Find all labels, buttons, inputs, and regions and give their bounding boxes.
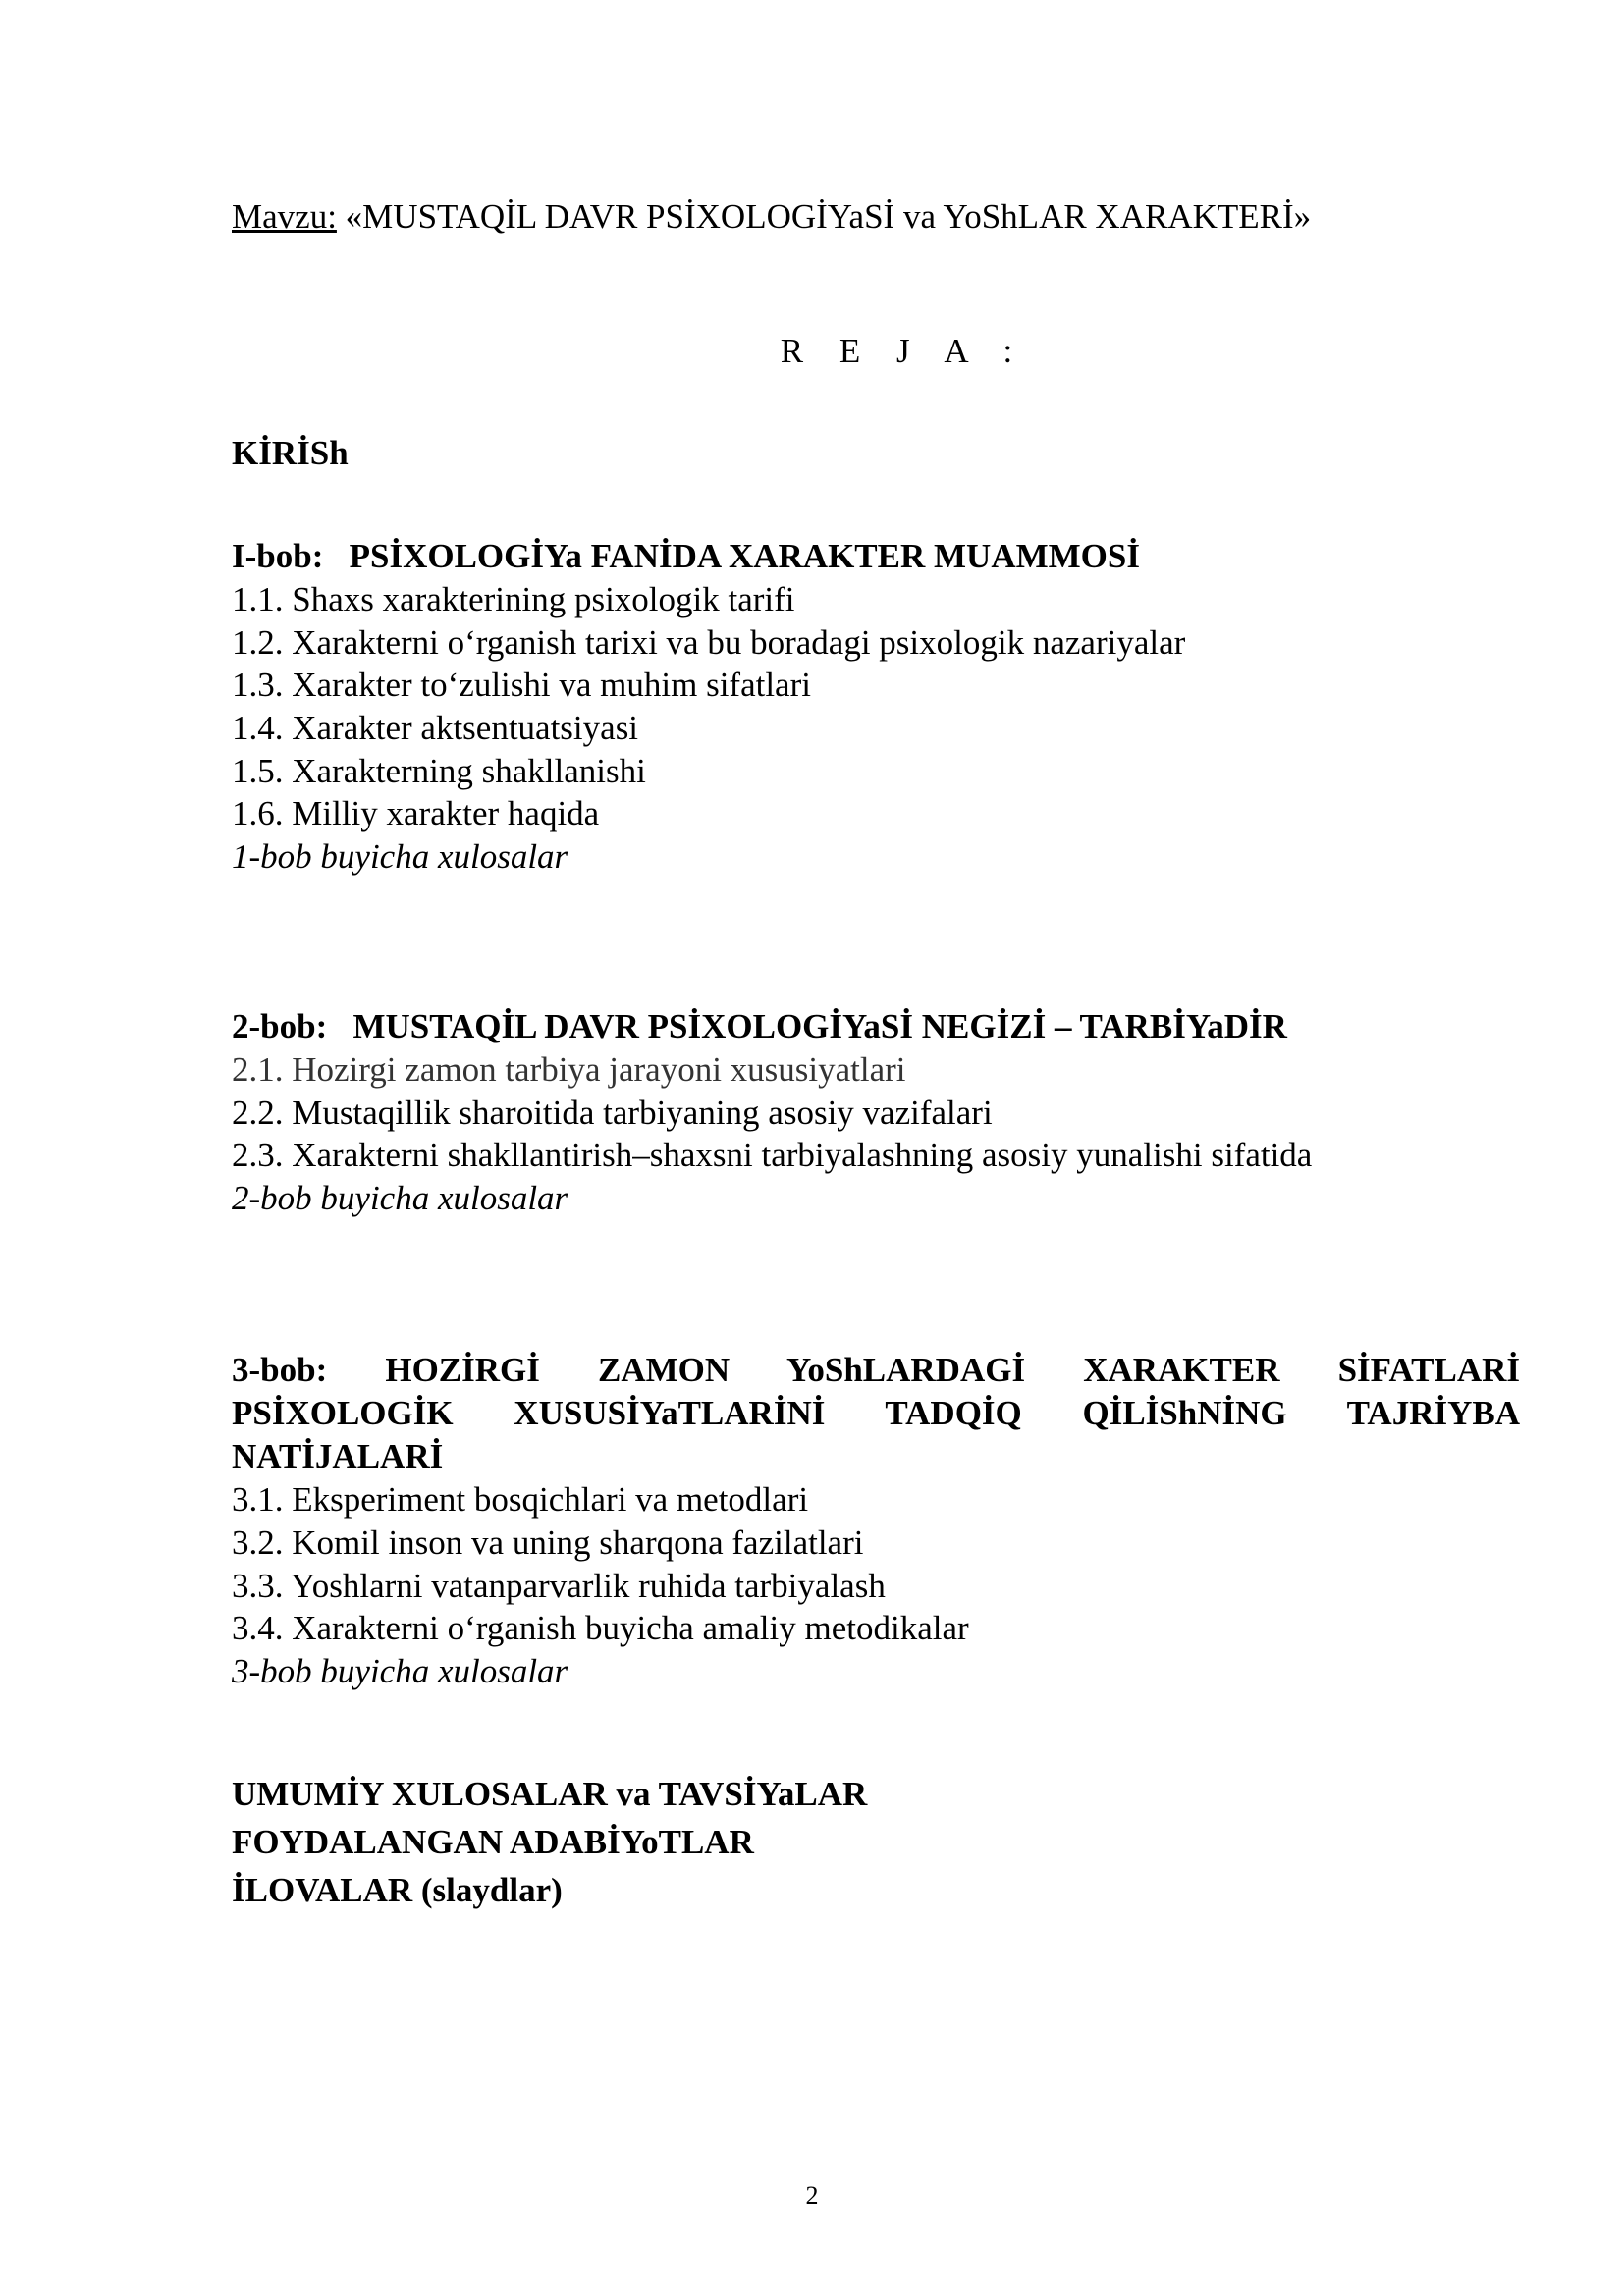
chapter2-item: 2.3. Xarakterni shakllantirish–shaxsni tarbiyalashning asosiy yunalishi sifatida (232, 1136, 1313, 1174)
chapter3-heading-line1: 3-bob: HOZİRGİ ZAMON YoShLARDAGİ XARAKTER SİFATLARİ (232, 1351, 1520, 1389)
chapter3-heading-line3: NATİJALARİ (232, 1437, 444, 1475)
chapter1-heading (232, 535, 1140, 578)
subject-line (232, 195, 1311, 239)
chapter3-heading-line2: PSİXOLOGİK XUSUSİYaTLARİNİ TADQİQ QİLİShNİNG TAJRİYBA (232, 1394, 1520, 1432)
chapter2-title: MUSTAQİL DAVR PSİXOLOGİYaSİ NEGİZİ – TARBİYaDİR (352, 1007, 1287, 1045)
chapter1-item: 1.2. Xarakterni oʻrganish tarixi va bu boradagi psixologik nazariyalar (232, 623, 1186, 662)
subject-label: Mavzu: (232, 197, 337, 236)
subject-title: «MUSTAQİL DAVR PSİXOLOGİYaSİ va YoShLAR XARAKTERİ» (345, 197, 1312, 236)
chapter2-item: 2.2. Mustaqillik sharoitida tarbiyaning asosiy vazifalari (232, 1094, 993, 1132)
chapter1-item: 1.6. Milliy xarakter haqida (232, 794, 600, 832)
page-number: 2 (805, 2181, 819, 2210)
references-heading: FOYDALANGAN ADABİYoTLAR (232, 1823, 754, 1861)
chapter2-conclusion: 2-bob buyicha xulosalar (232, 1179, 568, 1217)
chapter3-conclusion: 3-bob buyicha xulosalar (232, 1652, 568, 1690)
chapter1-item: 1.1. Shaxs xarakterining psixologik tarifi (232, 580, 795, 618)
chapter1-conclusion: 1-bob buyicha xulosalar (232, 837, 568, 876)
general-conclusions-heading: UMUMİY XULOSALAR va TAVSİYaLAR (232, 1775, 868, 1813)
chapter1-number: I-bob: (232, 537, 324, 575)
chapter2-item: 2.1. Hozirgi zamon tarbiya jarayoni xususiyatlari (232, 1050, 906, 1089)
chapter2-number: 2-bob: (232, 1007, 328, 1045)
chapter3-item: 3.2. Komil inson va uning sharqona fazilatlari (232, 1523, 864, 1562)
chapter3-item: 3.3. Yoshlarni vatanparvarlik ruhida tarbiyalash (232, 1567, 886, 1605)
chapter1-item: 1.4. Xarakter aktsentuatsiyasi (232, 709, 639, 747)
chapter1-item: 1.3. Xarakter toʻzulishi va muhim sifatlari (232, 666, 811, 704)
intro-heading: KİRİSh (232, 434, 349, 472)
plan-heading: R E J A : (780, 332, 1027, 370)
appendices-heading: İLOVALAR (slaydlar) (232, 1871, 563, 1909)
chapter1-item: 1.5. Xarakterning shakllanishi (232, 752, 646, 790)
chapter1-title: PSİXOLOGİYa FANİDA XARAKTER MUAMMOSİ (349, 537, 1140, 575)
chapter2-heading (232, 1005, 1287, 1048)
chapter3-item: 3.4. Xarakterni oʻrganish buyicha amaliy metodikalar (232, 1609, 969, 1647)
chapter3-item: 3.1. Eksperiment bosqichlari va metodlari (232, 1480, 809, 1519)
